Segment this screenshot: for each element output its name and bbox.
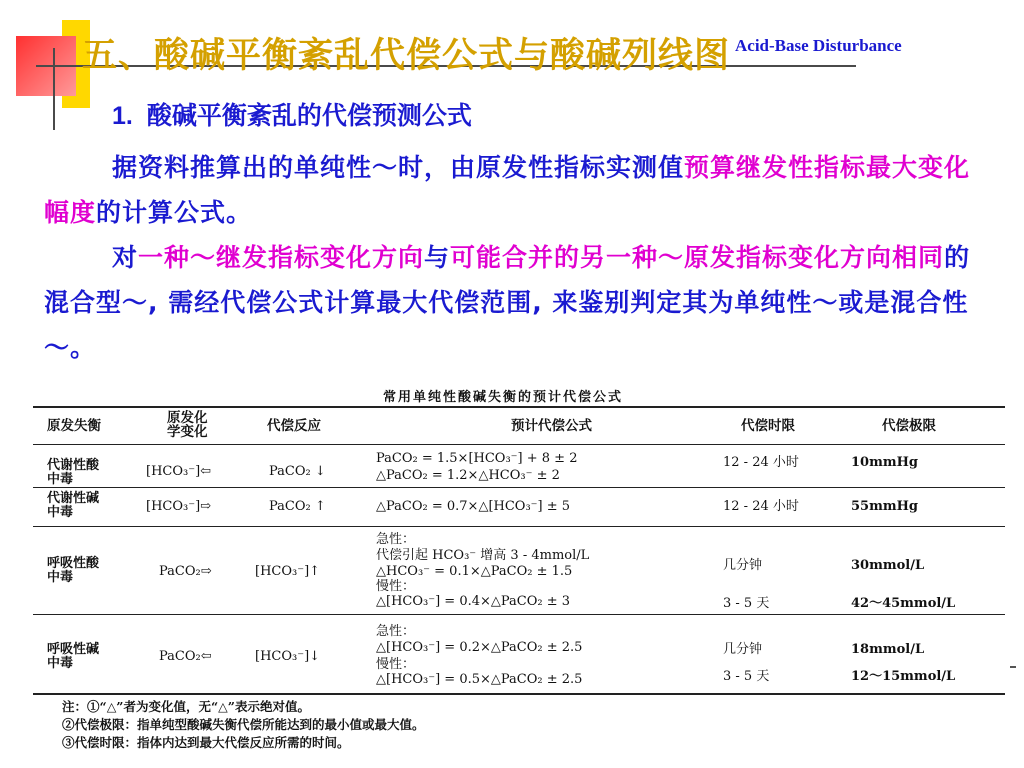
row4-limit-1: 18mmol/L: [851, 642, 925, 657]
row2-name-1: 代谢性碱: [47, 491, 100, 506]
section-number: 1.: [112, 102, 133, 130]
decorative-vertical-line: [53, 48, 55, 130]
para2-highlight-1: 一种～继发指标变化方向: [138, 243, 425, 272]
row3-time-2: 3 - 5 天: [723, 596, 770, 611]
row4-time-1: 几分钟: [723, 642, 763, 657]
para2-text-2: 与: [424, 243, 451, 272]
table-header-rule: [33, 444, 1005, 445]
header-chem-2: 学变化: [167, 424, 208, 440]
para1-text-2: 的计算公式。: [96, 198, 253, 227]
row3-formula-3: △HCO₃⁻ = 0.1×△PaCO₂ ± 1.5: [376, 564, 573, 579]
note-3: ③代偿时限：指体内达到最大代偿反应所需的时间。: [62, 735, 350, 750]
edge-mark: [1010, 666, 1016, 668]
row4-response: [HCO₃⁻]↓: [255, 649, 321, 664]
header-formula: 预计代偿公式: [511, 418, 592, 434]
row2-name-2: 中毒: [47, 505, 74, 520]
row4-formula-2: △[HCO₃⁻] = 0.2×△PaCO₂ ± 2.5: [376, 640, 583, 655]
row2-formula-1: △PaCO₂ = 0.7×△[HCO₃⁻] ± 5: [376, 499, 571, 514]
compensation-formula-table: [33, 384, 1005, 696]
row3-name-1: 呼吸性酸: [47, 556, 100, 571]
header-time: 代偿时限: [741, 418, 795, 434]
row2-limit: 55mmHg: [851, 499, 918, 514]
row3-time-1: 几分钟: [723, 558, 763, 573]
row1-formula-2: △PaCO₂ = 1.2×△HCO₃⁻ ± 2: [376, 468, 560, 483]
para1-text-1: 据资料推算出的单纯性～时，由原发性指标实测值: [112, 153, 685, 182]
para2-text-3: 的混合型～, 需经代偿公式计算最大代偿范围, 来鉴别判定其为单纯性～或是混合性～。: [44, 243, 971, 362]
row3-formula-4: 慢性：: [376, 579, 416, 594]
row4-name-2: 中毒: [47, 656, 74, 671]
row2-primary: [HCO₃⁻]⇨: [146, 499, 212, 514]
row3-response: [HCO₃⁻]↑: [255, 564, 321, 579]
section-heading-text: 酸碱平衡紊乱的代偿预测公式: [146, 101, 472, 130]
row1-time: 12 - 24 小时: [723, 455, 799, 470]
row2-time: 12 - 24 小时: [723, 499, 799, 514]
table-notes: [62, 698, 425, 752]
row3-limit-1: 30mmol/L: [851, 558, 925, 573]
paragraph-1: [44, 145, 989, 235]
row4-formula-3: 慢性：: [376, 657, 416, 672]
row1-name-2: 中毒: [47, 472, 74, 487]
header-primary: 原发失衡: [47, 418, 101, 434]
table-bottom-rule: [33, 693, 1005, 695]
table-row-rule: [33, 487, 1005, 488]
row4-limit-2: 12～15mmol/L: [851, 669, 956, 684]
header-response: 代偿反应: [267, 418, 321, 434]
note-2: ②代偿极限：指单纯型酸碱失衡代偿所能达到的最小值或最大值。: [62, 717, 425, 732]
row1-primary: [HCO₃⁻]⇦: [146, 464, 212, 479]
header-limit: 代偿极限: [882, 418, 936, 434]
para1-highlight-1: 预算继发性指标最大变化幅度: [44, 153, 971, 227]
row3-limit-2: 42～45mmol/L: [851, 596, 956, 611]
paragraph-2: [44, 235, 989, 370]
row4-formula-4: △[HCO₃⁻] = 0.5×△PaCO₂ ± 2.5: [376, 672, 583, 687]
row2-response: PaCO₂ ↑: [269, 499, 326, 514]
row3-name-2: 中毒: [47, 570, 74, 585]
row4-name-1: 呼吸性碱: [47, 642, 100, 657]
row4-formula-1: 急性：: [376, 624, 416, 639]
row1-name-1: 代谢性酸: [47, 458, 100, 473]
row1-formula-1: PaCO₂ = 1.5×[HCO₃⁻] + 8 ± 2: [376, 451, 578, 466]
slide-title: 五、酸碱平衡紊乱代偿公式与酸碱列线图: [82, 36, 731, 76]
row3-formula-1: 急性：: [376, 532, 416, 547]
row3-formula-5: △[HCO₃⁻] = 0.4×△PaCO₂ ± 3: [376, 594, 571, 609]
row4-time-2: 3 - 5 天: [723, 669, 770, 684]
para2-highlight-2: 可能合并的另一种～原发指标变化方向相同: [450, 243, 945, 272]
row3-primary: PaCO₂⇨: [159, 564, 212, 579]
table-row-rule: [33, 614, 1005, 615]
note-1: 注：①“△”者为变化值，无“△”表示绝对值。: [62, 699, 310, 714]
row4-primary: PaCO₂⇦: [159, 649, 212, 664]
para2-text-1: 对: [112, 243, 139, 272]
table-row-rule: [33, 526, 1005, 527]
table-top-rule: [33, 406, 1005, 408]
row1-limit: 10mmHg: [851, 455, 918, 470]
section-heading: [112, 96, 472, 132]
header-tag: Acid-Base Disturbance: [735, 36, 902, 55]
header-chem-1: 原发化: [167, 410, 208, 426]
table-title: 常用单纯性酸碱失衡的预计代偿公式: [383, 390, 624, 405]
row1-response: PaCO₂ ↓: [269, 464, 326, 479]
row3-formula-2: 代偿引起 HCO₃⁻ 增高 3 - 4mmol/L: [376, 548, 590, 563]
